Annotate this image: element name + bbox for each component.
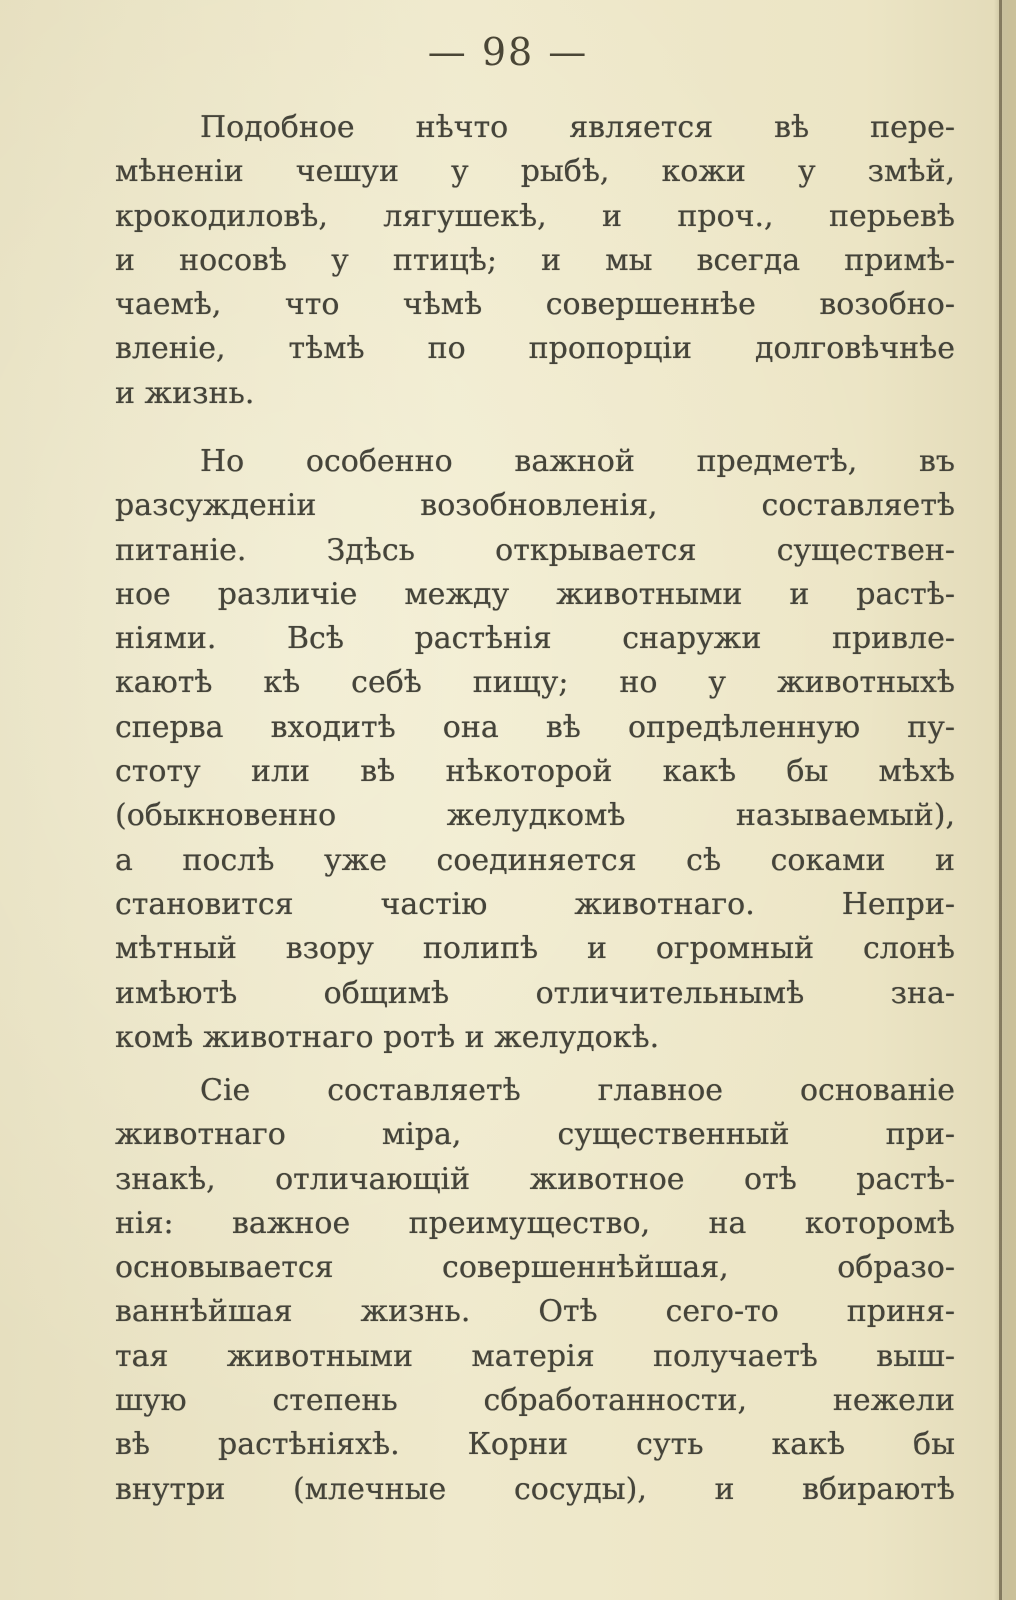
text-line: знакѣ, отличающій животное отѣ растѣ- [115, 1161, 955, 1197]
text-line: (обыкновенно желудкомѣ называемый), [115, 798, 955, 834]
text-line: а послѣ уже соединяется сѣ соками и [115, 842, 955, 878]
text-line: разсужденіи возобновленія, составляетѣ [115, 488, 955, 524]
page-edge-shadow [994, 0, 1016, 1600]
text-line: сперва входитѣ она вѣ опредѣленную пу- [115, 709, 955, 745]
text-line: ніями. Всѣ растѣнія снаружи привле- [115, 621, 955, 657]
paragraph-2 [115, 440, 955, 1060]
text-line: и носовѣ у птицѣ; и мы всегда примѣ- [115, 242, 955, 278]
text-line: Подобное нѣчто является вѣ пере- [200, 110, 955, 145]
text-line: Но особенно важной предметѣ, въ [200, 444, 955, 479]
text-line: ное различіе между животными и растѣ- [115, 576, 955, 612]
text-line: животнаго міра, существенный при- [115, 1117, 955, 1153]
text-line: крокодиловѣ, лягушекѣ, и проч., перьевѣ [115, 198, 955, 234]
text-line: мѣненіи чешуи у рыбѣ, кожи у змѣй, [115, 154, 955, 190]
text-line: Сіе составляетѣ главное основаніе [200, 1073, 955, 1108]
text-line: внутри (млечные сосуды), и вбираютѣ [115, 1471, 955, 1507]
text-line: основывается совершеннѣйшая, образо- [115, 1250, 955, 1286]
text-line: каютѣ кѣ себѣ пищу; но у животныхѣ [115, 665, 955, 701]
text-line: шую степень сбработанности, нежели [115, 1383, 955, 1419]
page-edge-line [999, 0, 1002, 1600]
text-line: питаніе. Здѣсь открывается существен- [115, 532, 955, 568]
page-number: — 98 — [427, 30, 589, 74]
text-line: мѣтный взору полипѣ и огромный слонѣ [115, 931, 955, 967]
text-line: становится частію животнаго. Непри- [115, 886, 955, 922]
text-line: нія: важное преимущество, на которомѣ [115, 1205, 955, 1241]
paragraph-1 [115, 106, 955, 416]
paragraph-3 [115, 1069, 955, 1512]
text-line: чаемѣ, что чѣмѣ совершеннѣе возобно- [115, 287, 955, 323]
text-line: комѣ животнаго ротѣ и желудокѣ. [115, 1019, 660, 1055]
text-line: вѣ растѣніяхѣ. Корни суть какѣ бы [115, 1427, 955, 1463]
text-line: и жизнь. [115, 375, 255, 411]
text-line: тая животными матерія получаетѣ выш- [115, 1338, 955, 1374]
text-line: стоту или вѣ нѣкоторой какѣ бы мѣхѣ [115, 754, 955, 790]
text-line: ваннѣйшая жизнь. Отѣ сего-то приня- [115, 1294, 955, 1330]
text-line: вленіе, тѣмѣ по пропорціи долговѣчнѣе [115, 331, 955, 367]
text-line: имѣютѣ общимѣ отличительнымѣ зна- [115, 975, 955, 1011]
